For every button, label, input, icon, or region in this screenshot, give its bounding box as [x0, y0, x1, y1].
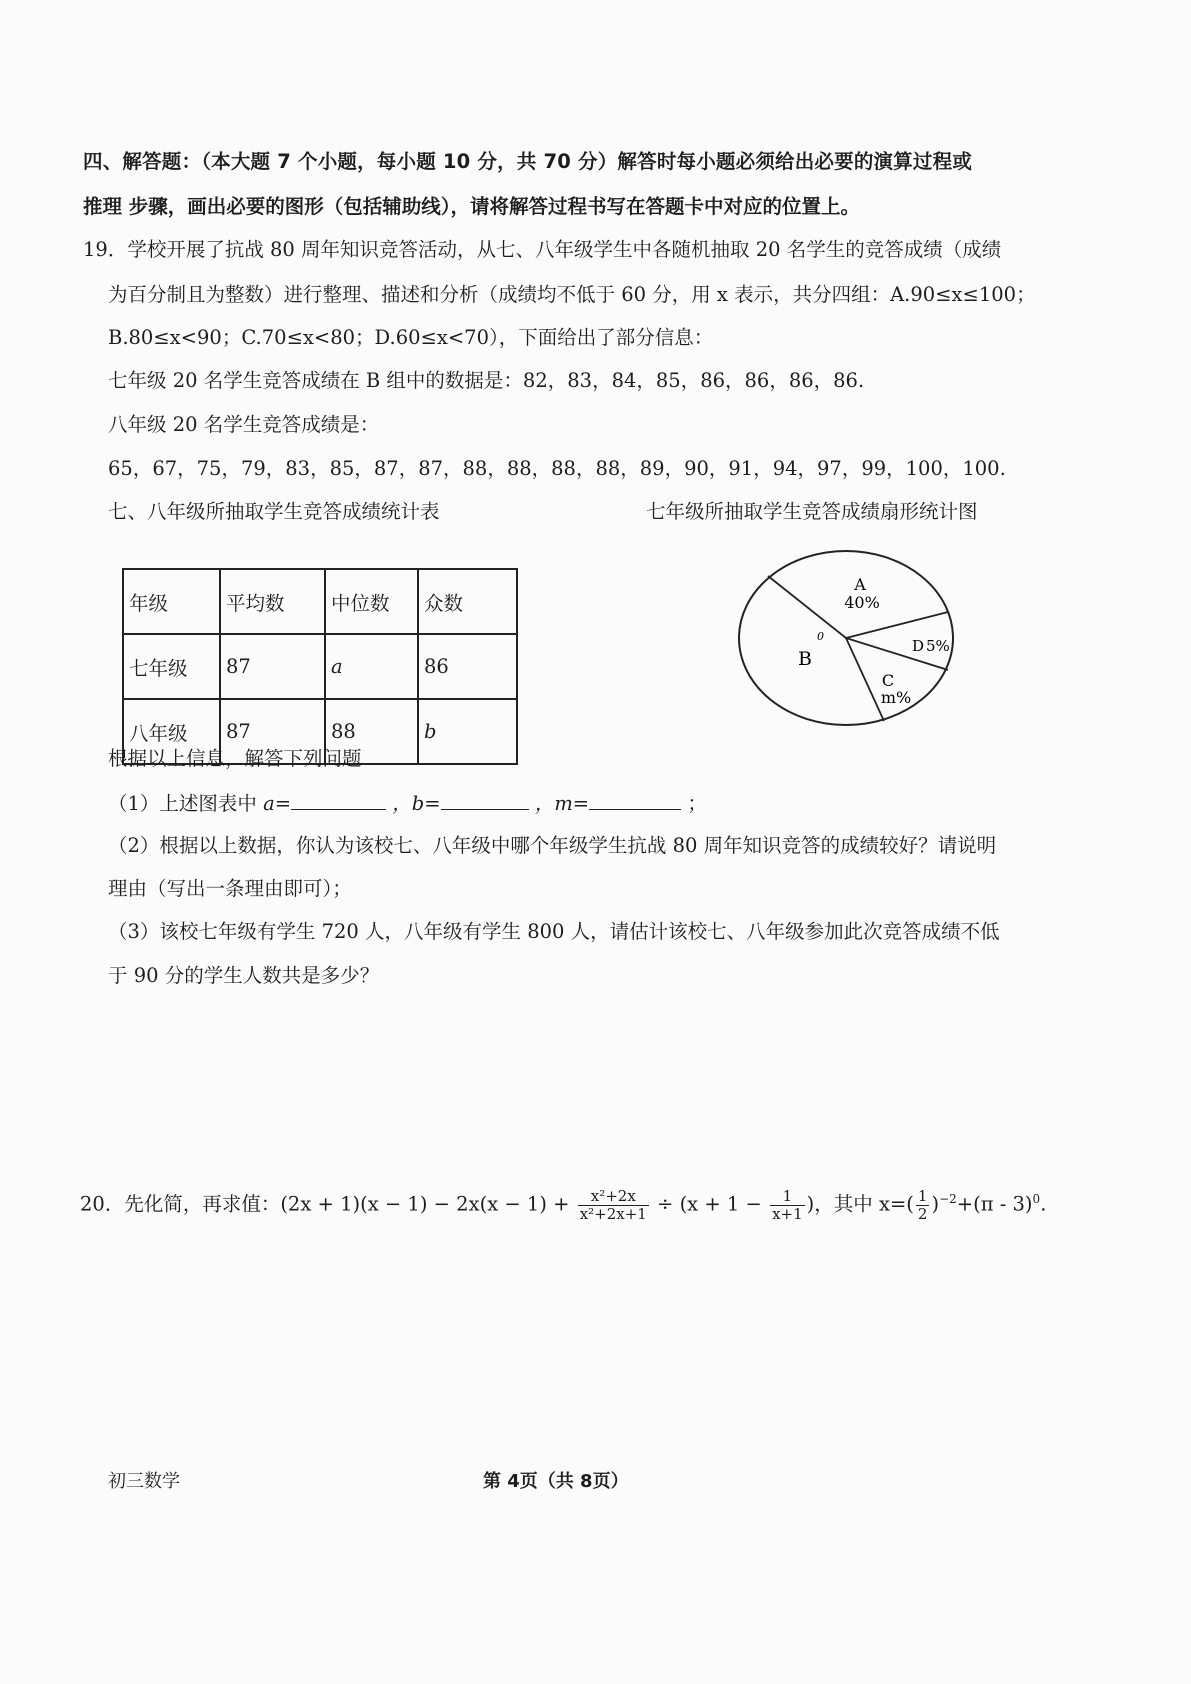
pie-chart	[0, 0, 1191, 800]
q20-fraction-2	[770, 1188, 805, 1223]
footer-page-number: 第 4页（共 8页）	[483, 1471, 629, 1492]
pie-divider	[768, 576, 846, 638]
q19-line-1: 19．学校开展了抗战 80 周年知识竞答活动，从七、八年级学生中各随机抽取 20 名学生的竞答成绩（成绩	[83, 238, 1002, 261]
q19-sub2-line-2: 理由（写出一条理由即可）；	[108, 877, 352, 900]
fraction-numerator: 1	[770, 1188, 805, 1206]
table-cell: 87	[220, 634, 325, 699]
pie-value-c: m%	[880, 688, 912, 707]
footer-subject: 初三数学	[108, 1471, 180, 1492]
table-header-cell: 平均数	[220, 569, 325, 634]
sub1-m-label: ，m=	[534, 792, 590, 815]
fraction-denominator: x²+2x+1	[579, 1204, 647, 1223]
section-heading-line-2: 推理 步骤，画出必要的图形（包括辅助线），请将解答过程书写在答题卡中对应的位置上。	[83, 195, 861, 218]
q20-line	[80, 1176, 1046, 1228]
pie-value-a: 40%	[844, 593, 880, 612]
answer-blank-b[interactable]	[441, 789, 529, 810]
table-title: 七、八年级所抽取学生竞答成绩统计表	[108, 500, 440, 523]
q19-grade8-data: 65，67，75，79，83，85，87，87，88，88，88，88，89，90，91，94，97，99，100，100.	[108, 457, 1006, 480]
q20-expr-4: )	[931, 1192, 940, 1216]
q20-expr-5: +(π - 3)	[956, 1192, 1033, 1216]
q20-expr-6: .	[1040, 1192, 1047, 1216]
table-cell: b	[418, 699, 517, 764]
q20-expr-3: )，其中 x=(	[806, 1192, 914, 1216]
answer-blank-a[interactable]	[291, 789, 386, 810]
q19-line-2: 为百分制且为整数）进行整理、描述和分析（成绩均不低于 60 分，用 x 表示，共分四组：A.90≤x≤100；	[108, 283, 1036, 306]
table-header-cell: 众数	[418, 569, 517, 634]
q20-expr-1: (2x + 1)(x − 1) − 2x(x − 1) +	[280, 1192, 576, 1216]
sub1-end: ；	[687, 792, 707, 815]
q19-sub3-line-2: 于 90 分的学生人数共是多少？	[108, 964, 380, 987]
table-cell: a	[325, 634, 418, 699]
pie-stray-mark: 0	[817, 630, 824, 643]
q19-grade8-label: 八年级 20 名学生竞答成绩是：	[108, 413, 380, 436]
sub1-a-label: a=	[263, 792, 292, 815]
q20-exponent-2: 0	[1032, 1192, 1041, 1206]
q20-prefix: 20．先化简，再求值：	[80, 1192, 281, 1216]
table-cell: 七年级	[123, 634, 220, 699]
table-header-cell: 中位数	[325, 569, 418, 634]
q19-grade7-b-data: 七年级 20 名学生竞答成绩在 B 组中的数据是：82，83，84，85，86，86，86，86.	[108, 369, 865, 392]
q20-fraction-1	[578, 1188, 649, 1223]
q19-sub3-line-1: （3）该校七年级有学生 720 人，八年级有学生 800 人，请估计该校七、八年级参加此次竞答成绩不低	[108, 920, 1000, 943]
fraction-denominator: 2	[917, 1204, 928, 1223]
table-cell: 88	[325, 699, 418, 764]
q20-expr-2: ÷ (x + 1 −	[650, 1192, 769, 1216]
q19-sub2-line-1: （2）根据以上数据，你认为该校七、八年级中哪个年级学生抗战 80 周年知识竞答的成绩较好？请说明	[108, 834, 997, 857]
pie-label-c: C	[881, 671, 895, 690]
q20-exponent-1: −2	[939, 1192, 957, 1206]
fraction-denominator: x+1	[772, 1204, 803, 1223]
q20-fraction-3	[916, 1188, 930, 1223]
fraction-numerator: 1	[917, 1186, 928, 1205]
pie-value-d: 5%	[926, 637, 950, 655]
q19-sub1	[108, 789, 707, 818]
table-cell: 八年级	[123, 699, 220, 764]
pie-divider	[846, 638, 884, 721]
pie-label-a: A	[854, 575, 866, 594]
pie-divider	[846, 612, 948, 638]
sub1-b-label: ，b=	[392, 792, 441, 815]
sub1-prefix: （1）上述图表中	[108, 792, 264, 815]
section-heading-line-1: 四、解答题：（本大题 7 个小题，每小题 10 分，共 70 分）解答时每小题必须给出必要的演算过程或	[83, 150, 973, 173]
fraction-numerator: x²+2x	[578, 1188, 649, 1206]
q19-line-3: B.80≤x<90；C.70≤x<80；D.60≤x<70），下面给出了部分信息：	[108, 326, 714, 349]
pie-title: 七年级所抽取学生竞答成绩扇形统计图	[646, 500, 978, 523]
pie-label-d: D	[912, 637, 925, 655]
table-header-cell: 年级	[123, 569, 220, 634]
table-cell: 86	[418, 634, 517, 699]
table-cell: 87	[220, 699, 325, 764]
q19-prompt: 根据以上信息，解答下列问题	[108, 747, 362, 770]
answer-blank-m[interactable]	[589, 789, 681, 810]
pie-label-b: B	[798, 648, 812, 670]
